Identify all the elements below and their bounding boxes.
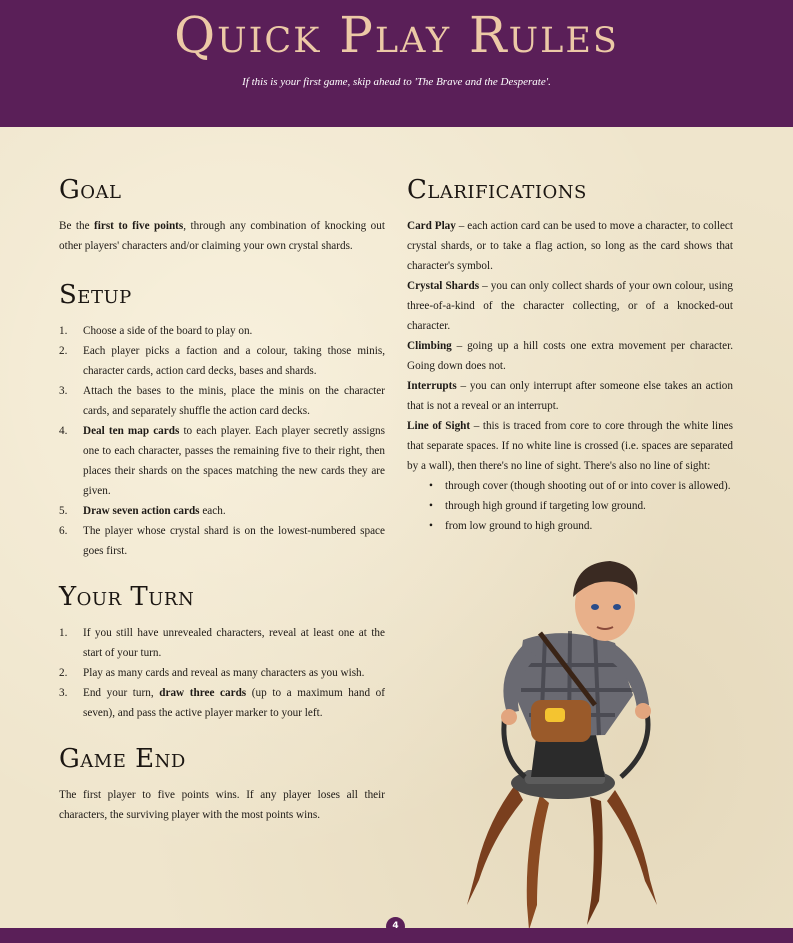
clarification-item [407,216,733,276]
goal-text-tail: , through any combination of knocking out other players' characters and/or claiming your own crystal shards. [59,220,385,252]
list-item [59,623,385,663]
list-item [59,341,385,381]
list-text: (up to a maximum hand of seven), and pass the active player marker to your left. [83,687,385,719]
list-number: 5. [59,505,68,517]
list-text: Attach the bases to the minis, place the minis on the character cards, and separately shuffle the action card decks. [83,385,385,417]
list-bold: Deal ten map cards [83,425,180,437]
goal-section [59,175,385,256]
list-number: 2. [59,667,68,679]
list-item [59,421,385,501]
clarifications-heading: Clarifications [407,175,587,205]
list-item [59,321,385,341]
clarifications-section [407,175,733,536]
clarification-item [407,376,733,416]
clarification-item [407,416,733,476]
goal-text [59,216,385,256]
list-item [59,683,385,723]
bullet-item [407,476,733,496]
list-bold: Draw seven action cards [83,505,200,517]
list-item [59,381,385,421]
bullet-item [407,496,733,516]
bullet-icon: • [429,520,433,532]
page-subtitle: If this is your first game, skip ahead to 'The Brave and the Desperate'. [242,76,551,88]
right-column [407,175,733,536]
clarification-text: – you can only collect shards of your own colour, using three-of-a-kind of the character collecting, or of a knocked-out character. [407,280,733,332]
list-item [59,521,385,561]
clarification-term: Crystal Shards [407,280,480,292]
page-title: Quick Play Rules [174,6,619,64]
clarification-item [407,336,733,376]
clarification-term: Climbing [407,340,452,352]
clarification-term: Line of Sight [407,420,471,432]
list-item [59,501,385,521]
list-number: 1. [59,627,68,639]
bullet-text: through high ground if targeting low ground. [445,500,646,512]
setup-heading: Setup [59,280,132,310]
list-number: 6. [59,525,68,537]
game-end-text: The first player to five points wins. If any player loses all their characters, the surviving player with the most points wins. [59,789,385,821]
list-item [59,663,385,683]
list-text: Each player picks a faction and a colour, taking those minis, character cards, action card decks, bases and shards. [83,345,385,377]
game-end-heading: Game End [59,744,186,774]
setup-list [59,321,385,561]
clarification-term: Interrupts [407,380,457,392]
list-text: If you still have unrevealed characters, reveal at least one at the start of your turn. [83,627,385,659]
list-text: Choose a side of the board to play on. [83,325,253,337]
clarification-text: – this is traced from core to core through the white lines that separate spaces. If no white line is crossed (i.e. spaces are separated by a wall), then there's no line of sight. There's also no line of sight: [407,420,733,472]
your-turn-heading: Your Turn [59,582,195,612]
header-banner [0,0,793,127]
goal-text-bold: first to five points [94,220,184,232]
list-text: to each player. Each player secretly assigns one to each character, passes the remaining five to their right, then places their shards on the spaces matching the new cards they are given. [83,425,385,497]
list-number: 3. [59,687,68,699]
clarification-term: Card Play [407,220,456,232]
list-number: 2. [59,345,68,357]
list-text: each. [199,505,226,517]
game-end-section [59,744,385,825]
your-turn-section [59,582,385,723]
clarifications-list [407,216,733,536]
page-number: 4 [386,917,405,936]
line-of-sight-bullets [407,476,733,536]
left-column [59,175,385,825]
list-number: 1. [59,325,68,337]
bullet-icon: • [429,480,433,492]
bullet-item [407,516,733,536]
list-bold: draw three cards [159,687,247,699]
goal-text-lead: Be the [59,220,95,232]
clarification-text: – going up a hill costs one extra movement per character. Going down does not. [407,340,733,372]
your-turn-list [59,623,385,723]
list-text: Play as many cards and reveal as many characters as you wish. [83,667,365,679]
goal-heading: Goal [59,175,122,205]
clarification-item [407,276,733,336]
bullet-icon: • [429,500,433,512]
clarification-text: – you can only interrupt after someone else takes an action that is not a reveal or an interrupt. [407,380,733,412]
list-text: The player whose crystal shard is on the lowest-numbered space goes first. [83,525,385,557]
bullet-text: from low ground to high ground. [445,520,593,532]
character-illustration [445,545,695,930]
clarification-text: – each action card can be used to move a character, to collect crystal shards, or to take a flag action, so long as the card shows that character's symbol. [407,220,733,272]
list-number: 3. [59,385,68,397]
list-text-lead: End your turn, [83,687,160,699]
list-number: 4. [59,425,68,437]
bullet-text: through cover (though shooting out of or into cover is allowed). [445,480,731,492]
setup-section [59,280,385,561]
